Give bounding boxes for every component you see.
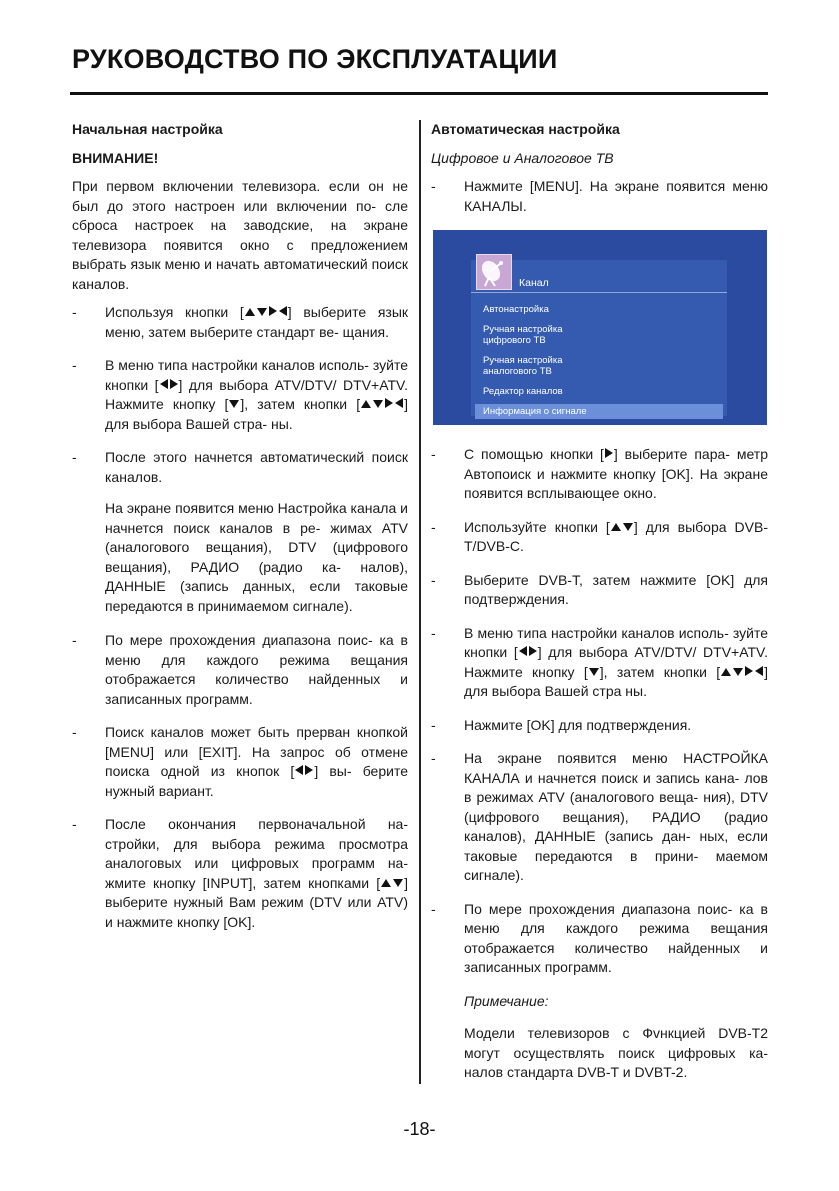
page-title: РУКОВОДСТВО ПО ЭКСПЛУАТАЦИИ	[72, 44, 558, 74]
tv-menu-item-manual-analog[interactable]: Ручная настройка аналогового ТВ	[483, 355, 563, 377]
bullet-dash: -	[431, 900, 436, 917]
arrow-down-icon	[733, 668, 743, 676]
arrow-right-icon	[605, 448, 613, 458]
sub-paragraph: На экране появится меню Настройка канала и начнется поиск каналов в ре- жимах ATV (аналогового вещания), DTV (цифрового вещания), РАДИО (радио ка- налов), ДАННЫЕ (запись данных, если таковые передаются в принимаемом сигнале).	[105, 500, 408, 614]
list-item: - Используйте кнопки [ ] для выбора DVB- T/DVB-C.	[431, 518, 768, 554]
arrow-right-icon	[529, 646, 537, 656]
bullet-dash: -	[431, 624, 436, 641]
section-heading-auto-setup: Автоматическая настройка	[431, 121, 620, 137]
arrow-up-icon	[245, 308, 255, 316]
arrow-left-icon	[519, 646, 527, 656]
bullet-dash: -	[431, 716, 436, 733]
arrow-down-icon	[393, 879, 403, 887]
bullet-dash: -	[72, 816, 77, 832]
list-item: - В меню типа настройки каналов исполь- зуйте кнопки [ ] для выбора ATV/DTV/ DTV+ATV. Нажмите кнопку [ ], затем кнопки [ ] для выбора Вашей стра- ны.	[72, 357, 408, 432]
bullet-dash: -	[72, 632, 77, 648]
title-rule	[70, 92, 768, 95]
arrow-up-icon	[721, 668, 731, 676]
tv-menu-item-auto-tuning[interactable]: Автонастройка	[483, 304, 549, 315]
tv-menu-panel	[471, 260, 727, 416]
column-divider	[419, 120, 421, 1084]
bullet-dash: -	[72, 449, 77, 465]
tv-menu-header-label: Канал	[519, 277, 549, 289]
bullet-dash: -	[431, 178, 436, 194]
list-item: - Поиск каналов может быть прерван кнопкой [MENU] или [EXIT]. На запрос об отмене поиска одной из кнопок [ ] вы- берите нужный вариант.	[72, 724, 408, 799]
arrow-left-icon	[395, 398, 403, 408]
tv-menu-item-signal-info[interactable]: Информация о сигнале	[475, 404, 723, 419]
arrow-left-icon	[295, 765, 303, 775]
note-label: Примечание:	[464, 992, 549, 1009]
list-item: - Нажмите [MENU]. На экране появится меню КАНАЛЫ.	[431, 178, 768, 214]
arrow-down-icon	[589, 668, 599, 676]
arrow-right-icon	[745, 666, 753, 676]
satellite-dish-icon	[476, 254, 512, 290]
tv-menu-item-channel-editor[interactable]: Редактор каналов	[483, 386, 563, 397]
arrow-left-icon	[160, 379, 168, 389]
bullet-dash: -	[431, 518, 436, 535]
list-item: - В меню типа настройки каналов исполь- зуйте кнопки [ ] для выбора ATV/DTV/ DTV+ATV. Нажмите кнопку [ ], затем кнопки [ ] для выбора Вашей стра ны.	[431, 624, 769, 699]
arrow-up-icon	[611, 523, 621, 531]
arrow-right-icon	[385, 398, 393, 408]
bullet-dash: -	[431, 446, 436, 462]
warning-label: ВНИМАНИЕ!	[72, 149, 159, 166]
arrow-down-icon	[373, 400, 383, 408]
tv-menu-item-manual-digital[interactable]: Ручная настройка цифрового ТВ	[483, 324, 563, 346]
right-column	[431, 120, 768, 1098]
bullet-dash: -	[72, 724, 77, 740]
left-column	[72, 120, 408, 946]
list-item: - Выберите DVB-T, затем нажмите [OK] для подтверждения.	[431, 571, 768, 607]
page-number: -18-	[403, 1119, 436, 1139]
arrow-down-icon	[229, 400, 239, 408]
arrow-right-icon	[269, 306, 277, 316]
section-subheading: Цифровое и Аналоговое ТВ	[431, 149, 614, 166]
list-item: - По мере прохождения диапазона поис- ка в меню для каждого режима вещания отображается количество найденных и записанных программ.	[431, 900, 768, 975]
section-heading-initial-setup: Начальная настройка	[72, 121, 223, 137]
list-item: - По мере прохождения диапазона поис- ка в меню для каждого режима вещания отображается количество найденных и записанных программ.	[72, 632, 408, 707]
arrow-left-icon	[755, 666, 763, 676]
bullet-dash: -	[431, 750, 436, 766]
arrow-down-icon	[623, 523, 633, 531]
arrow-right-icon	[305, 765, 313, 775]
bullet-dash: -	[72, 304, 77, 320]
list-item: - После этого начнется автоматический поиск каналов.	[72, 449, 408, 485]
tv-menu-screenshot	[433, 230, 767, 425]
arrow-up-icon	[381, 879, 391, 887]
note-text: Модели телевизоров с Фvнкцией DVB-T2 могут осуществлять поиск цифровых ка- налов стандарта DVB-T и DVBT-2.	[464, 1025, 768, 1080]
list-item: - Используя кнопки [ ] выберите язык меню, затем выберите стандарт ве- щания.	[72, 304, 409, 340]
arrow-right-icon	[170, 379, 178, 389]
arrow-up-icon	[361, 400, 371, 408]
arrow-left-icon	[279, 306, 287, 316]
intro-paragraph: При первом включении телевизора. если он не был до этого настроен или включении по- сле сброса настроек на заводские, на экране телевизора появится окно с предложением выбрать язык меню и начать автоматический поиск каналов.	[72, 178, 408, 292]
arrow-down-icon	[257, 308, 267, 316]
bullet-dash: -	[431, 571, 436, 588]
bullet-dash: -	[72, 357, 77, 373]
list-item: - После окончания первоначальной на- стройки, для выбора режима просмотра аналоговых или цифровых программ на- жмите кнопку [INPUT], затем кнопками [ ] выберите нужный Вам режим (DTV или ATV) и нажмите кнопку [OK].	[72, 816, 408, 930]
tv-menu-list	[475, 302, 723, 424]
list-item: - На экране появится меню НАСТРОЙКА КАНАЛА и начнется поиск и запись кана- лов в режимах ATV (аналогового веща- ния), DTV (цифрового вещания), РАДИО (радио каналов), ДАННЫЕ (запись дан- ных, если таковые передаются в прини- маемом сигнале).	[431, 750, 768, 883]
list-item: - С помощью кнопки [ ] выберите пара- метр Автопоиск и нажмите кнопку [OK]. На экране появится всплывающее окно.	[431, 446, 768, 501]
list-item: - Нажмите [OK] для подтверждения.	[431, 716, 768, 736]
